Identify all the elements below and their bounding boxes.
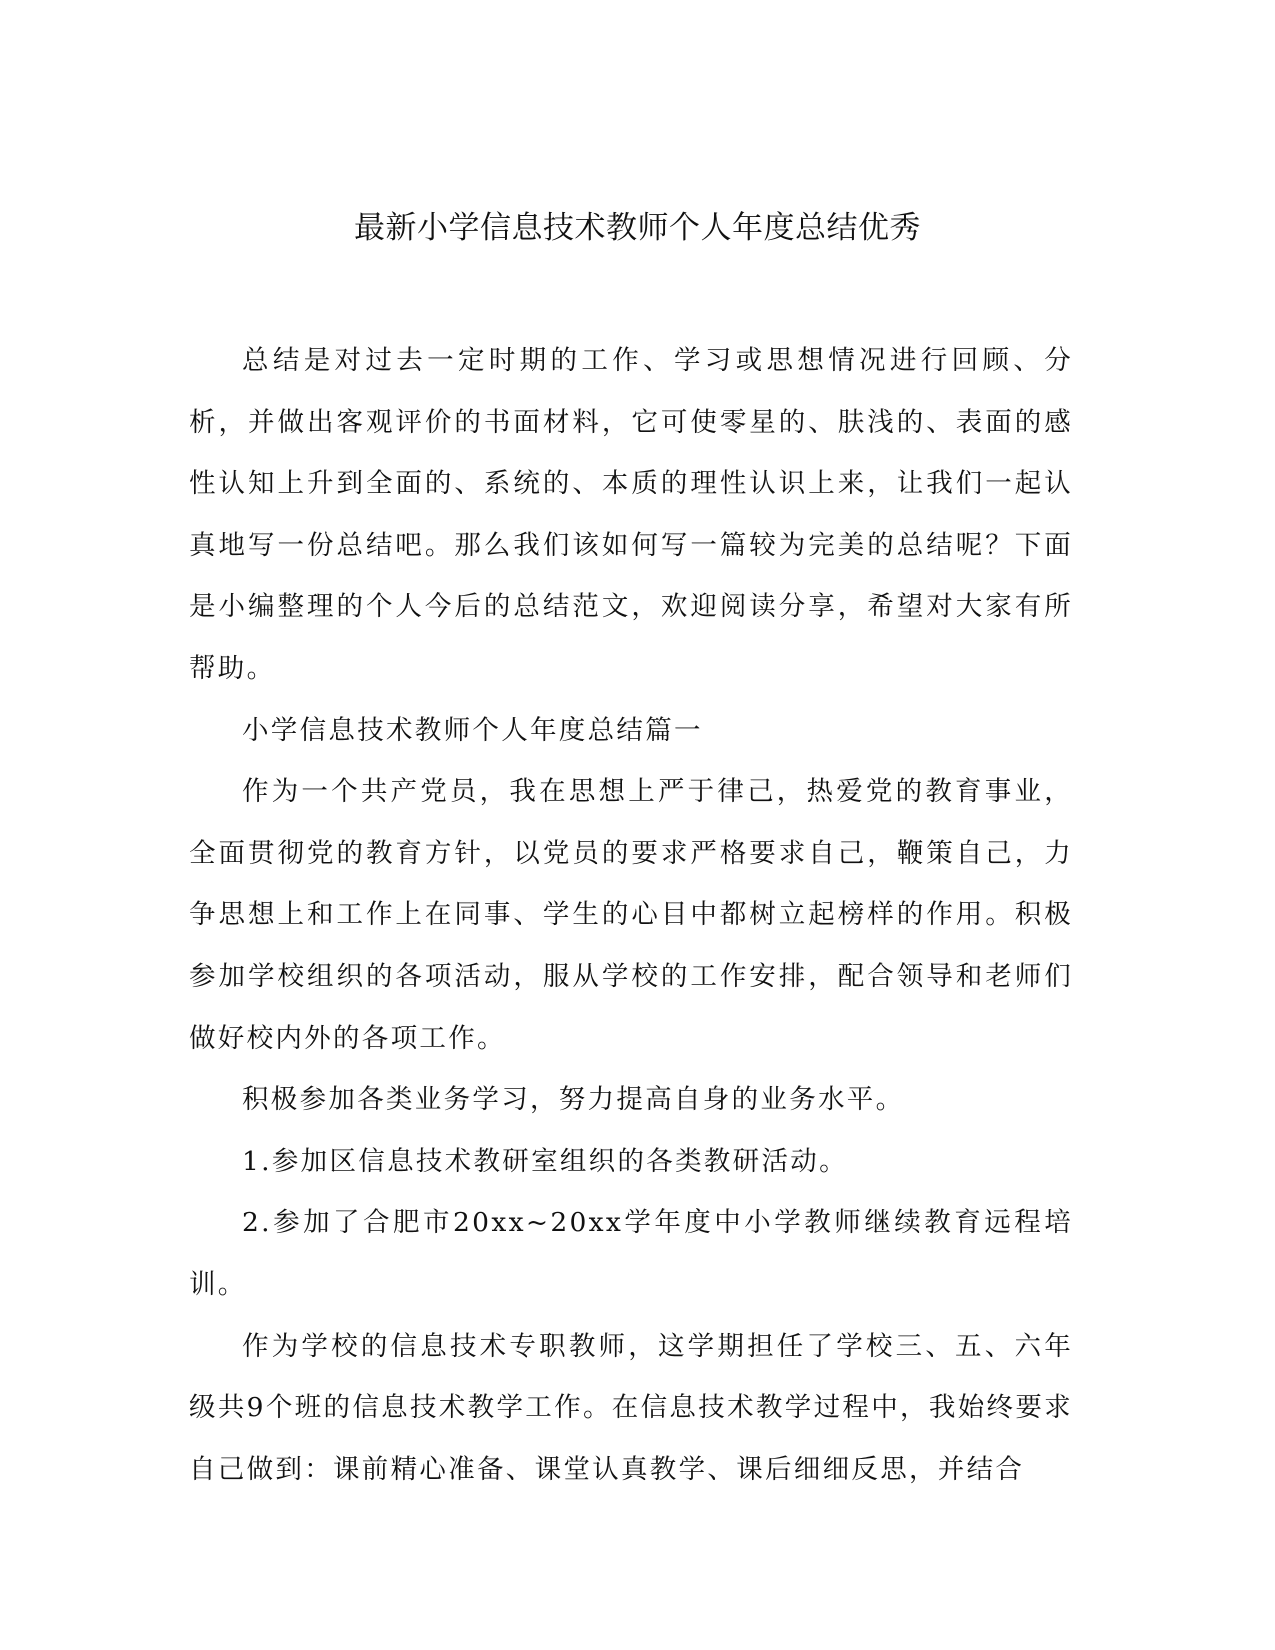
body-paragraph: 作为学校的信息技术专职教师，这学期担任了学校三、五、六年级共9个班的信息技术教学工作。在信息技术教学过程中，我始终要求自己做到：课前精心准备、课堂认真教学、课后细细反思，并结合 (189, 1330, 1073, 1485)
document-body (189, 330, 1073, 1500)
body-paragraph: 作为一个共产党员，我在思想上严于律己，热爱党的教育事业，全面贯彻党的教育方针，以党员的要求严格要求自己，鞭策自己，力争思想上和工作上在同事、学生的心目中都树立起榜样的作用。积极参加学校组织的各项活动，服从学校的工作安排，配合领导和老师们做好校内外的各项工作。 (189, 776, 1073, 1054)
section-heading: 小学信息技术教师个人年度总结篇一 (242, 714, 703, 746)
intro-paragraph: 总结是对过去一定时期的工作、学习或思想情况进行回顾、分析，并做出客观评价的书面材料，它可使零星的、肤浅的、表面的感性认知上升到全面的、系统的、本质的理性认识上来，让我们一起认真地写一份总结吧。那么我们该如何写一篇较为完美的总结呢？下面是小编整理的个人今后的总结范文，欢迎阅读分享，希望对大家有所帮助。 (189, 345, 1073, 684)
list-item: 1.参加区信息技术教研室组织的各类教研活动。 (242, 1145, 848, 1177)
list-item: 2.参加了合肥市20xx~20xx学年度中小学教师继续教育远程培训。 (189, 1207, 1073, 1300)
document-title: 最新小学信息技术教师个人年度总结优秀 (354, 210, 921, 246)
body-paragraph: 积极参加各类业务学习，努力提高自身的业务水平。 (242, 1084, 905, 1116)
